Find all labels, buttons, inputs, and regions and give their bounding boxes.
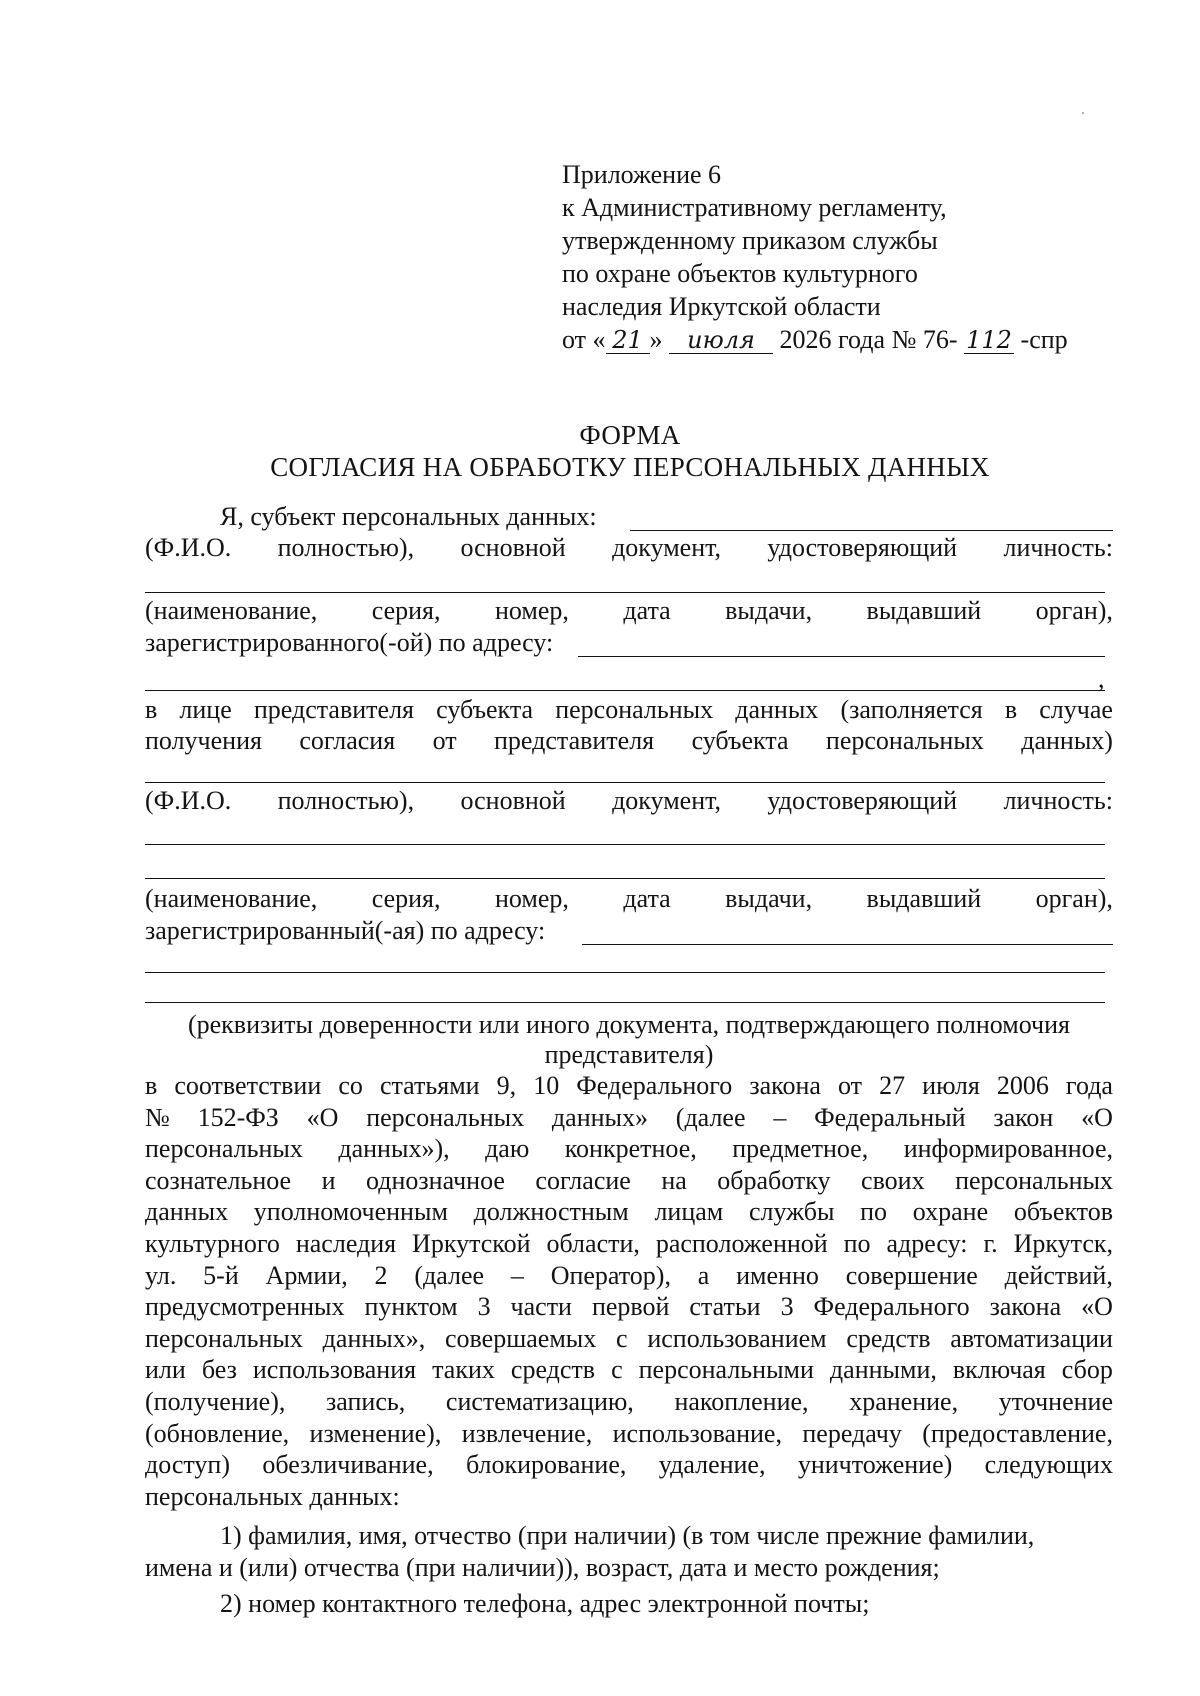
rep-name-field[interactable] bbox=[145, 782, 1105, 783]
rep-word: в bbox=[1004, 695, 1018, 724]
form-title: ФОРМА bbox=[579, 420, 681, 450]
consent-line: предусмотренных пунктом 3 части первой статьи 3 Федерального закона «О bbox=[145, 1292, 1113, 1322]
handwritten-month: июля bbox=[669, 327, 773, 354]
caption-word: основной bbox=[460, 786, 566, 815]
consent-line: в соответствии со статьями 9, 10 Федерального закона от 27 июля 2006 года bbox=[145, 1071, 1113, 1100]
item-2-line: 2) номер контактного телефона, адрес электронной почты; bbox=[220, 1589, 870, 1618]
caption-word: полностью), bbox=[277, 786, 415, 815]
caption-word: дата bbox=[623, 884, 671, 913]
consent-line: доступ) обезличивание, блокирование, удаление, уничтожение) следующих bbox=[145, 1450, 1113, 1480]
caption-word: серия, bbox=[371, 884, 441, 913]
caption-word: орган), bbox=[1035, 884, 1113, 913]
rep-doc-caption bbox=[145, 884, 1113, 914]
poa-caption-2: представителя) bbox=[544, 1040, 714, 1069]
rep-intro-2 bbox=[145, 726, 1113, 756]
caption-word: документ, bbox=[612, 786, 722, 815]
rep-address-field[interactable] bbox=[582, 944, 1113, 945]
consent-line: культурного наследия Иркутской области, расположенной по адресу: г. Иркутск, bbox=[145, 1228, 1113, 1258]
caption-word: (Ф.И.О. bbox=[145, 786, 232, 815]
rep-word: субъекта bbox=[436, 695, 534, 724]
subject-address-field[interactable] bbox=[578, 656, 1105, 657]
caption-word: документ, bbox=[612, 533, 722, 562]
caption-word: номер, bbox=[494, 884, 569, 913]
poa-field[interactable] bbox=[145, 1002, 1105, 1003]
caption-word: выдавший bbox=[866, 884, 982, 913]
registered-rep-row bbox=[145, 916, 1113, 946]
poa-caption-1: (реквизиты доверенности или иного документа, подтверждающего полномочия bbox=[187, 1010, 1071, 1039]
consent-line: (обновление, изменение), извлечение, использование, передачу (предоставление, bbox=[145, 1418, 1113, 1448]
rep-word: представителя bbox=[494, 726, 655, 755]
rep-word: получения bbox=[145, 726, 262, 755]
subject-intro-row bbox=[145, 502, 1113, 532]
caption-word: (Ф.И.О. bbox=[145, 533, 232, 562]
rep-word: согласия bbox=[299, 726, 396, 755]
caption-word: (наименование, bbox=[145, 884, 318, 913]
order-suffix: -спр bbox=[1020, 325, 1068, 354]
rep-word: в bbox=[145, 695, 158, 724]
rep-word: персональных bbox=[825, 726, 984, 755]
rep-word: представителя bbox=[253, 695, 415, 724]
date-mid: » bbox=[649, 325, 663, 354]
fio-caption bbox=[145, 533, 1113, 563]
caption-word: (наименование, bbox=[145, 596, 318, 625]
rep-address-field-2[interactable] bbox=[145, 972, 1105, 973]
appendix-line-1: Приложение 6 bbox=[562, 160, 722, 189]
rep-document-field[interactable] bbox=[145, 844, 1105, 845]
caption-word: полностью), bbox=[277, 533, 415, 562]
rep-word: (заполняется bbox=[840, 695, 983, 724]
scan-speck bbox=[1082, 112, 1084, 114]
rep-word: персональных bbox=[555, 695, 714, 724]
appendix-line-5: наследия Иркутской области bbox=[562, 292, 881, 321]
caption-word: выдачи, bbox=[725, 884, 813, 913]
appendix-date-line bbox=[562, 323, 1068, 356]
subject-address-field-2[interactable] bbox=[145, 690, 1105, 691]
subject-document-field[interactable] bbox=[145, 592, 1105, 593]
appendix-line-4: по охране объектов культурного bbox=[562, 259, 918, 288]
rep-word: данных bbox=[735, 695, 819, 724]
rep-intro-1 bbox=[145, 695, 1113, 725]
rep-document-field-2[interactable] bbox=[145, 878, 1105, 879]
item-1-line-2: имена и (или) отчества (при наличии)), возраст, дата и место рождения; bbox=[145, 1552, 940, 1582]
caption-word: удостоверяющий bbox=[767, 786, 958, 815]
subject-name-field[interactable] bbox=[630, 530, 1113, 531]
doc-caption bbox=[145, 596, 1113, 626]
rep-word: от bbox=[432, 726, 457, 755]
consent-line: сознательное и однозначное согласие на обработку своих персональных bbox=[145, 1165, 1113, 1195]
consent-line: персональных данных»), даю конкретное, предметное, информированное, bbox=[145, 1134, 1113, 1164]
caption-word: личность: bbox=[1003, 533, 1113, 562]
rep-fio-caption bbox=[145, 786, 1113, 816]
list-item-2 bbox=[145, 1588, 1113, 1620]
rep-word: субъекта bbox=[691, 726, 789, 755]
consent-line: № 152-ФЗ «О персональных данных» (далее – Федеральный закон «О bbox=[145, 1102, 1113, 1132]
consent-line: (получение), запись, систематизацию, накопление, хранение, уточнение bbox=[145, 1386, 1113, 1416]
consent-line: персональных данных», совершаемых с использованием средств автоматизации bbox=[145, 1323, 1113, 1353]
caption-word: орган), bbox=[1035, 596, 1113, 625]
consent-paragraph bbox=[145, 1070, 1113, 1512]
caption-word: удостоверяющий bbox=[767, 533, 958, 562]
rep-word: случае bbox=[1039, 695, 1113, 724]
consent-line: персональных данных: bbox=[145, 1481, 400, 1511]
registered-rep-label: зарегистрированный(-ая) по адресу: bbox=[145, 916, 546, 945]
rep-word: лице bbox=[179, 695, 232, 724]
rep-word: данных) bbox=[1021, 726, 1113, 755]
date-prefix: от « bbox=[562, 325, 606, 354]
handwritten-order-number: 112 bbox=[964, 327, 1014, 354]
registered-subject-label: зарегистрированного(-ой) по адресу: bbox=[145, 628, 554, 657]
address-comma: , bbox=[1098, 664, 1105, 693]
consent-line: или без использования таких средств с персональными данными, включая сбор bbox=[145, 1355, 1113, 1385]
caption-word: выдавший bbox=[866, 596, 982, 625]
form-subtitle: СОГЛАСИЯ НА ОБРАБОТКУ ПЕРСОНАЛЬНЫХ ДАННЫХ bbox=[270, 452, 990, 482]
handwritten-day: 21 bbox=[606, 327, 650, 354]
caption-word: выдачи, bbox=[725, 596, 813, 625]
caption-word: серия, bbox=[371, 596, 441, 625]
consent-line: данных уполномоченным должностным лицам службы по охране объектов bbox=[145, 1197, 1113, 1227]
caption-word: основной bbox=[460, 533, 566, 562]
subject-intro: Я, субъект персональных данных: bbox=[220, 502, 597, 531]
caption-word: личность: bbox=[1003, 786, 1113, 815]
date-year: 2026 года № 76- bbox=[779, 325, 958, 354]
appendix-line-3: утвержденному приказом службы bbox=[562, 226, 938, 255]
registered-subject-row bbox=[145, 628, 1113, 658]
caption-word: дата bbox=[623, 596, 671, 625]
appendix-line-2: к Административному регламенту, bbox=[562, 193, 947, 222]
caption-word: номер, bbox=[494, 596, 569, 625]
appendix-header bbox=[562, 158, 1068, 356]
consent-line: ул. 5-й Армии, 2 (далее – Оператор), а именно совершение действий, bbox=[145, 1260, 1113, 1290]
list-item-1 bbox=[145, 1520, 1113, 1583]
item-1-line-1: 1) фамилия, имя, отчество (при наличии) (в том числе прежние фамилии, bbox=[220, 1521, 1035, 1550]
